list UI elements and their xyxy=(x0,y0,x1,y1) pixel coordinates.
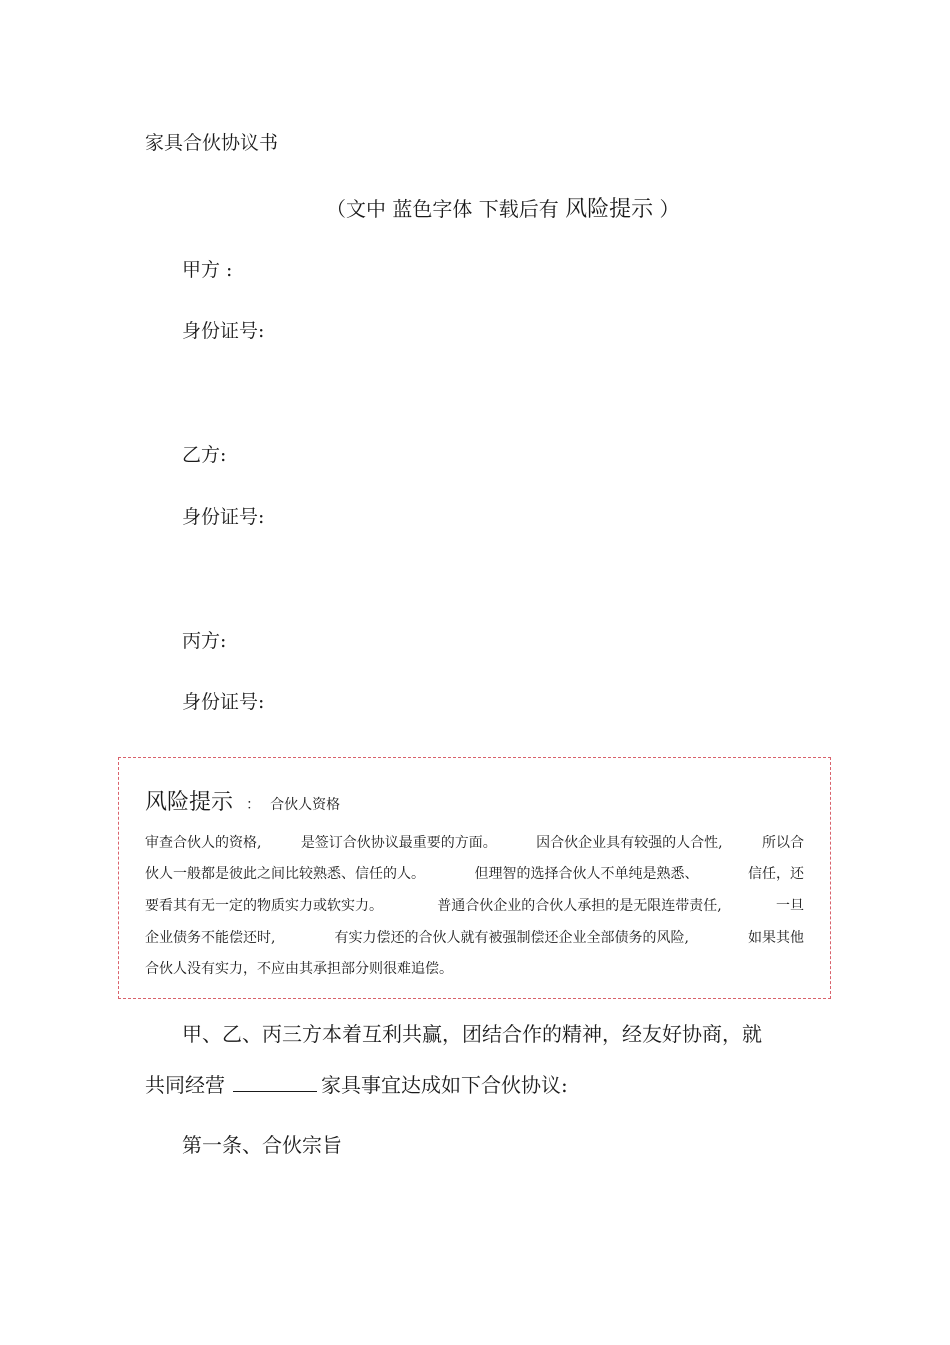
party-a-label: 甲方 : xyxy=(182,259,233,281)
risk-notice-line xyxy=(145,896,804,916)
risk-text-segment: 合伙人没有实力，不应由其承担部分则很难追偿。 xyxy=(145,961,453,977)
risk-text-segment: 有实力偿还的合伙人就有被强制偿还企业全部债务的风险, xyxy=(334,930,689,946)
risk-text-segment: 是签订合伙协议最重要的方面。 xyxy=(300,835,497,851)
risk-text-segment: 一旦 xyxy=(775,898,804,914)
party-c-id-label: 身份证号: xyxy=(182,691,265,713)
agreement-intro-line-1: 甲、乙、丙三方本着互利共赢，团结合作的精神，经友好协商，就 xyxy=(182,1022,762,1046)
party-b-id-label: 身份证号: xyxy=(182,506,265,528)
agreement-intro-line-2 xyxy=(145,1069,568,1098)
risk-text-segment: 但理智的选择合伙人不单纯是熟悉、 xyxy=(474,866,699,882)
subtitle-emphasis: 风险提示 xyxy=(565,197,654,222)
risk-notice-line xyxy=(145,928,804,948)
risk-text-segment: 因合伙企业具有较强的人合性, xyxy=(536,835,723,851)
article-1-heading: 第一条、合伙宗旨 xyxy=(182,1133,342,1157)
risk-text-segment: 普通合伙企业的合伙人承担的是无限连带责任, xyxy=(437,898,722,914)
risk-text-segment: 要看其有无一定的物质实力或软实力。 xyxy=(145,898,383,914)
risk-notice-box xyxy=(118,757,831,999)
risk-notice-heading: 风险提示 xyxy=(145,790,234,815)
risk-text-segment: 信任，还 xyxy=(748,866,804,882)
risk-notice-topic: 合伙人资格 xyxy=(270,797,341,813)
document-subtitle xyxy=(326,192,679,223)
risk-text-segment: 伙人一般都是彼此之间比较熟悉、信任的人。 xyxy=(145,866,425,882)
risk-text-segment: 所以合 xyxy=(761,835,804,851)
risk-text-segment: 审查合伙人的资格, xyxy=(145,835,262,851)
risk-text-segment: 如果其他 xyxy=(748,930,804,946)
subtitle-prefix: （文中 蓝色字体 下载后有 xyxy=(326,197,566,221)
party-c-label: 丙方: xyxy=(182,630,227,652)
party-b-label: 乙方: xyxy=(182,444,227,466)
risk-text-segment: 企业债务不能偿还时, xyxy=(145,930,276,946)
risk-notice-line xyxy=(145,833,804,853)
risk-notice-header xyxy=(145,785,340,816)
subtitle-suffix: ） xyxy=(653,197,680,221)
business-name-blank xyxy=(233,1073,317,1092)
risk-notice-separator: ： xyxy=(246,797,261,813)
risk-notice-line xyxy=(145,864,804,884)
intro-line-2-before: 共同经营 xyxy=(145,1073,225,1097)
intro-line-2-after: 家具事宜达成如下合伙协议: xyxy=(321,1073,568,1097)
document-title: 家具合伙协议书 xyxy=(145,132,279,154)
risk-notice-line xyxy=(145,959,804,979)
party-a-id-label: 身份证号: xyxy=(182,320,265,342)
